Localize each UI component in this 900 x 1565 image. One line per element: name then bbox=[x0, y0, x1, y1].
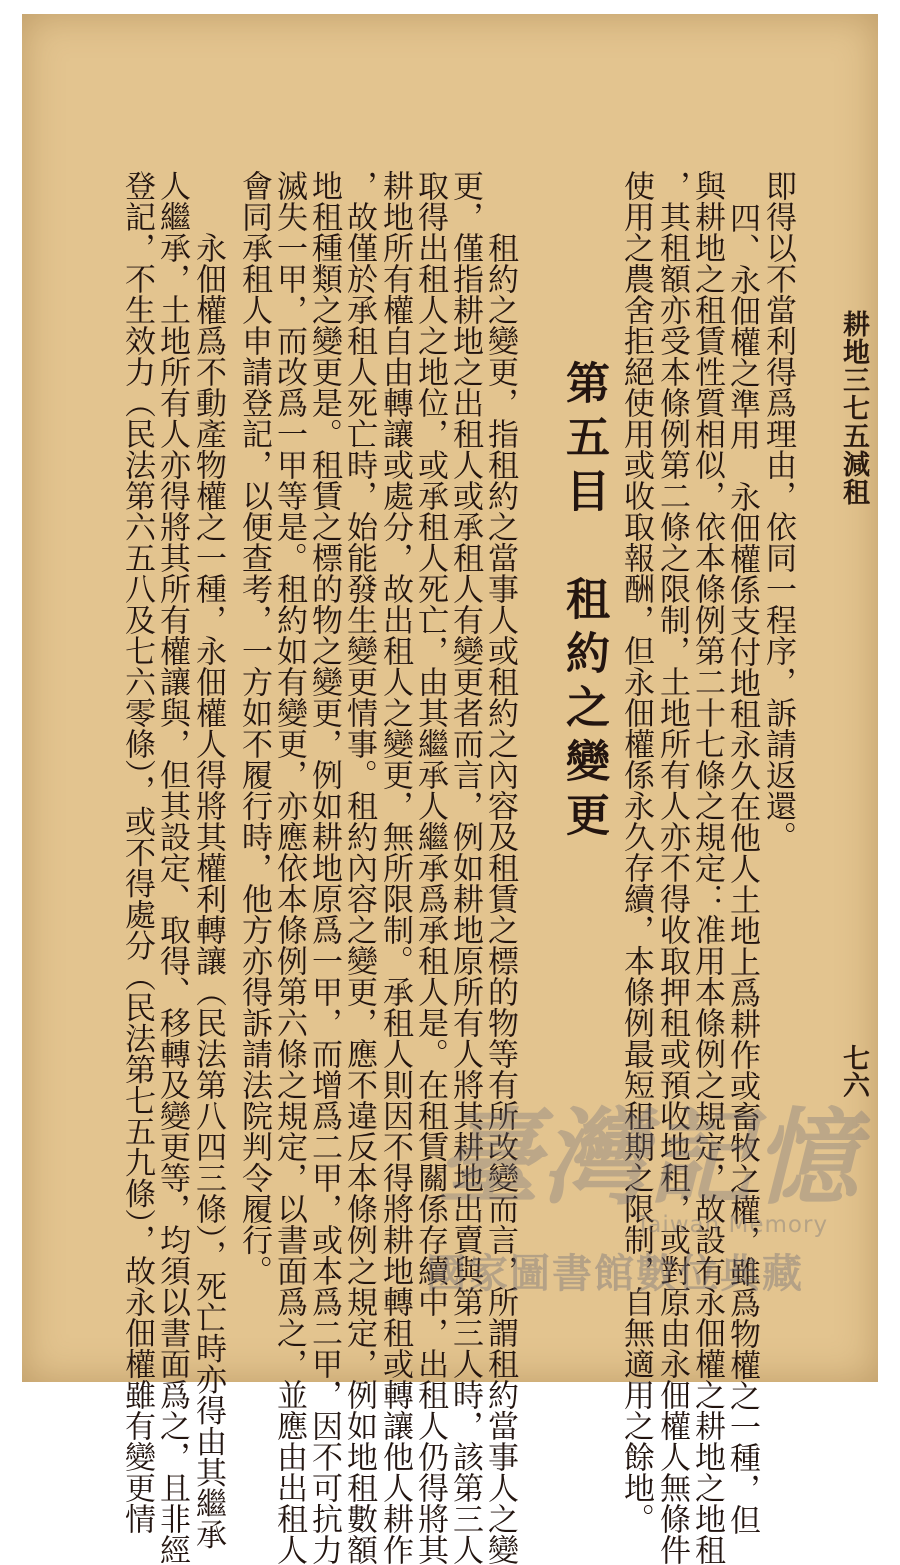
watermark-logo: 臺灣記憶 bbox=[436, 1096, 861, 1219]
running-header: 耕地三七五減租 bbox=[838, 310, 869, 506]
text-column-3: 與耕地之租賃性質相似，依本條例第二十七條之規定：准用本條例之規定，故設有永佃權之耕地之地租 bbox=[689, 170, 725, 1565]
section-heading: 第五目 租約之變更 bbox=[558, 360, 609, 846]
text-column-11: 地租種類之變更是。租賃之標的物之變更，例如耕地原爲一甲，而增爲二甲，或本爲二甲，因不可抗力 bbox=[306, 170, 342, 1565]
text-column-10: ，故僅於承租人死亡時，始能發生變更情事。租約內容之變更，應不違反本條例之規定，例如地租數額 bbox=[341, 170, 377, 1565]
text-column-6: 租約之變更，指租約之當事人或租約之內容及租賃之標的物等有所改變而言，所謂租約當事人之變 bbox=[482, 232, 518, 1565]
text-column-14: 永佃權爲不動產物權之一種，永佃權人得將其權利轉讓（民法第八四三條），死亡時亦得由其繼承 bbox=[190, 232, 226, 1550]
text-column-8: 取得出租人之地位，或承租人死亡，由其繼承人繼承爲承租人是。在租賃關係存續中，出租人仍得將其 bbox=[412, 170, 448, 1565]
book-page bbox=[22, 14, 878, 1565]
watermark-organization: 國家圖書館數位典藏 bbox=[426, 1251, 804, 1297]
text-column-4: ，其租額亦受本條例第二條之限制，土地所有人亦不得收取押租或預收地租，或對原由永佃權人無條件 bbox=[654, 170, 690, 1565]
text-column-1: 即得以不當利得爲理由，依同一程序，訴請返還。 bbox=[760, 170, 796, 852]
text-column-7: 更，僅指耕地之出租人或承租人有變更者而言，例如耕地原所有人將其耕地出賣與第三人時，該第三人 bbox=[447, 170, 483, 1565]
text-column-16: 登記，不生效力（民法第六五八及七六零條），或不得處分（民法第七五九條），故永佃權雖有變更情 bbox=[119, 170, 155, 1534]
page-number: 七六 bbox=[838, 1044, 869, 1098]
text-column-9: 耕地所有權自由轉讓或處分，故出租人之變更，無所限制。承租人則因不得將耕地轉租或轉讓他人耕作 bbox=[377, 170, 413, 1565]
text-column-5: 使用之農舍拒絕使用或收取報酬，但永佃權係永久存續，本條例最短租期之限制，自無適用之餘地。 bbox=[618, 170, 654, 1534]
text-column-2: 四、永佃權之準用 永佃權係支付地租永久在他人土地上爲耕作或畜牧之權，雖爲物權之一種，但 bbox=[724, 202, 760, 1535]
text-column-15: 人繼承，土地所有人亦得將其所有權讓與，但其設定、取得、移轉及變更等，均須以書面爲之，且非經 bbox=[154, 170, 190, 1565]
text-column-13: 會同承租人申請登記，以便查考，一方如不履行時，他方亦得訴請法院判令履行。 bbox=[236, 170, 272, 1286]
watermark-subtitle: Taiwan Memory bbox=[636, 1212, 829, 1238]
text-column-12: 滅失一甲，而改爲一甲等是。租約如有變更，亦應依本條例第六條之規定，以書面爲之，並應由出租人 bbox=[271, 170, 307, 1565]
